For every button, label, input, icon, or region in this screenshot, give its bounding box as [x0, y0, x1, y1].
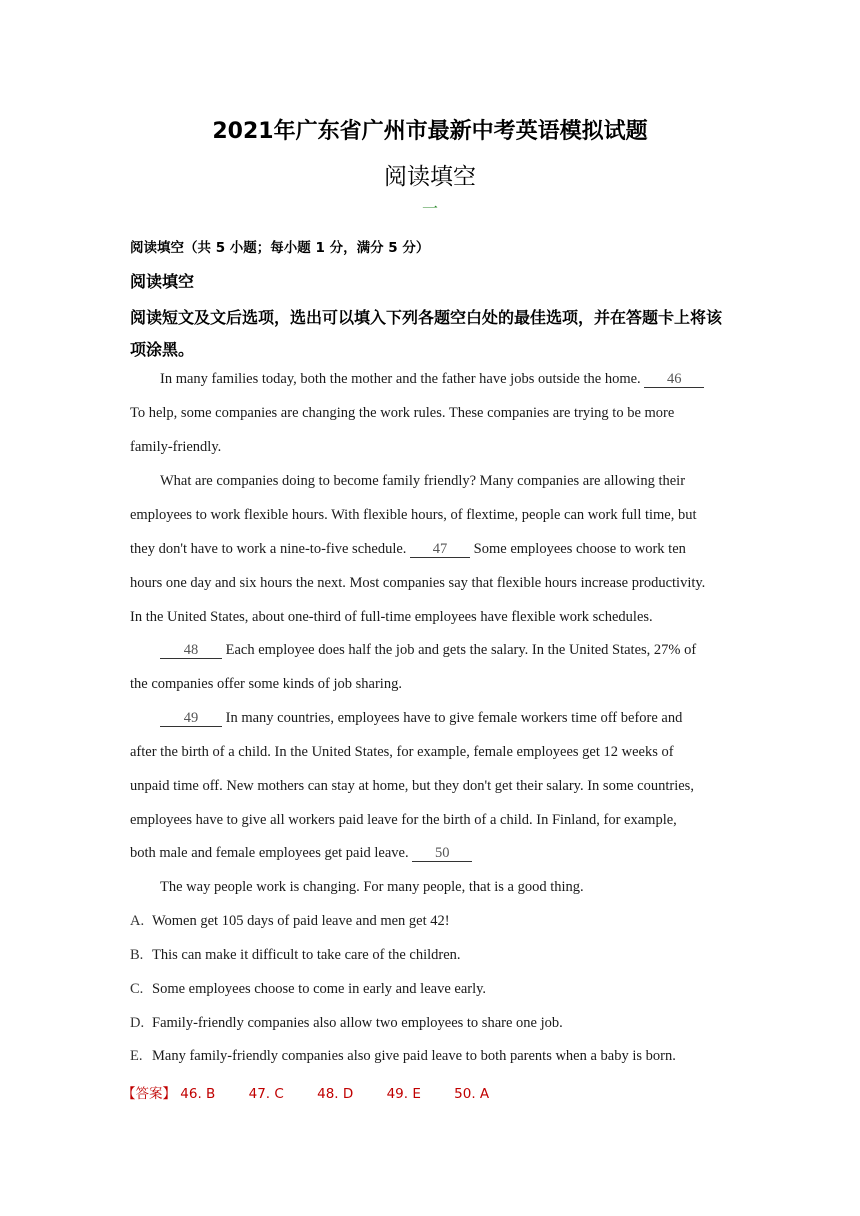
- section-number: 一: [421, 199, 438, 218]
- instructions: 阅读短文及文后选项，选出可以填入下列各题空白处的最佳选项，并在答题卡上将该项涂黑。: [130, 308, 723, 359]
- answer-key: [122, 1082, 518, 1102]
- blank-46: 46: [644, 372, 704, 388]
- passage-line: [160, 371, 770, 388]
- option-c: [130, 981, 486, 998]
- answer-item: 48. D: [317, 1086, 354, 1102]
- page-title: 2021年广东省广州市最新中考英语模拟试题: [212, 119, 648, 144]
- passage-line: unpaid time off. New mothers can stay at home, but they don't get their salary. In some countries,: [130, 778, 694, 794]
- blank-50: 50: [412, 846, 472, 862]
- option-label: B.: [130, 947, 144, 963]
- passage-text: both male and female employees get paid leave.: [130, 845, 409, 861]
- answer-item: 47. C: [248, 1086, 284, 1102]
- passage-line: [130, 541, 740, 558]
- option-label: E.: [130, 1048, 143, 1064]
- passage-line: after the birth of a child. In the United States, for example, female employees get 12 weeks of: [130, 744, 674, 760]
- option-text: This can make it difficult to take care of the children.: [152, 947, 461, 963]
- passage-line: The way people work is changing. For many people, that is a good thing.: [160, 879, 584, 895]
- option-label: D.: [130, 1015, 145, 1031]
- option-d: [130, 1015, 563, 1032]
- passage-text: they don't have to work a nine-to-five schedule.: [130, 541, 407, 557]
- passage-text: In many countries, employees have to give female workers time off before and: [225, 710, 683, 726]
- passage-line: employees to work flexible hours. With flexible hours, of flextime, people can work full time, but: [130, 507, 697, 523]
- option-text: Family-friendly companies also allow two employees to share one job.: [152, 1015, 563, 1031]
- answer-label: 【答案】: [122, 1086, 176, 1102]
- blank-49: 49: [160, 711, 222, 727]
- page-subtitle: 阅读填空: [384, 164, 476, 190]
- passage-line: employees have to give all workers paid leave for the birth of a child. In Finland, for example,: [130, 812, 677, 828]
- passage-text: Some employees choose to work ten: [473, 541, 686, 557]
- option-a: [130, 913, 450, 930]
- passage-line: What are companies doing to become family friendly? Many companies are allowing their: [160, 473, 686, 489]
- answer-item: 50. A: [454, 1086, 490, 1102]
- section-label: 阅读填空: [130, 272, 195, 291]
- option-e: [130, 1048, 676, 1065]
- passage-line: [160, 642, 770, 659]
- passage-line: hours one day and six hours the next. Most companies say that flexible hours increase productivity.: [130, 575, 706, 591]
- passage-text: In many families today, both the mother and the father have jobs outside the home.: [160, 371, 641, 387]
- option-label: C.: [130, 981, 144, 997]
- passage-line: family-friendly.: [130, 439, 222, 455]
- blank-48: 48: [160, 643, 222, 659]
- passage-line: To help, some companies are changing the work rules. These companies are trying to be more: [130, 405, 675, 421]
- option-text: Some employees choose to come in early and leave early.: [152, 981, 487, 997]
- blank-47: 47: [410, 542, 470, 558]
- passage-text: Each employee does half the job and gets the salary. In the United States, 27% of: [225, 642, 697, 658]
- option-text: Women get 105 days of paid leave and men get 42!: [152, 913, 450, 929]
- answer-item: 49. E: [386, 1086, 421, 1102]
- passage-line: [160, 710, 770, 727]
- option-text: Many family-friendly companies also give paid leave to both parents when a baby is born.: [152, 1048, 676, 1064]
- option-label: A.: [130, 913, 145, 929]
- passage-line: In the United States, about one-third of full-time employees have flexible work schedules.: [130, 609, 653, 625]
- question-info: 阅读填空（共 5 小题；每小题 1 分，满分 5 分）: [130, 240, 430, 256]
- passage-line: [130, 845, 740, 862]
- passage-line: the companies offer some kinds of job sharing.: [130, 676, 402, 692]
- answer-item: 46. B: [180, 1086, 216, 1102]
- option-b: [130, 947, 461, 964]
